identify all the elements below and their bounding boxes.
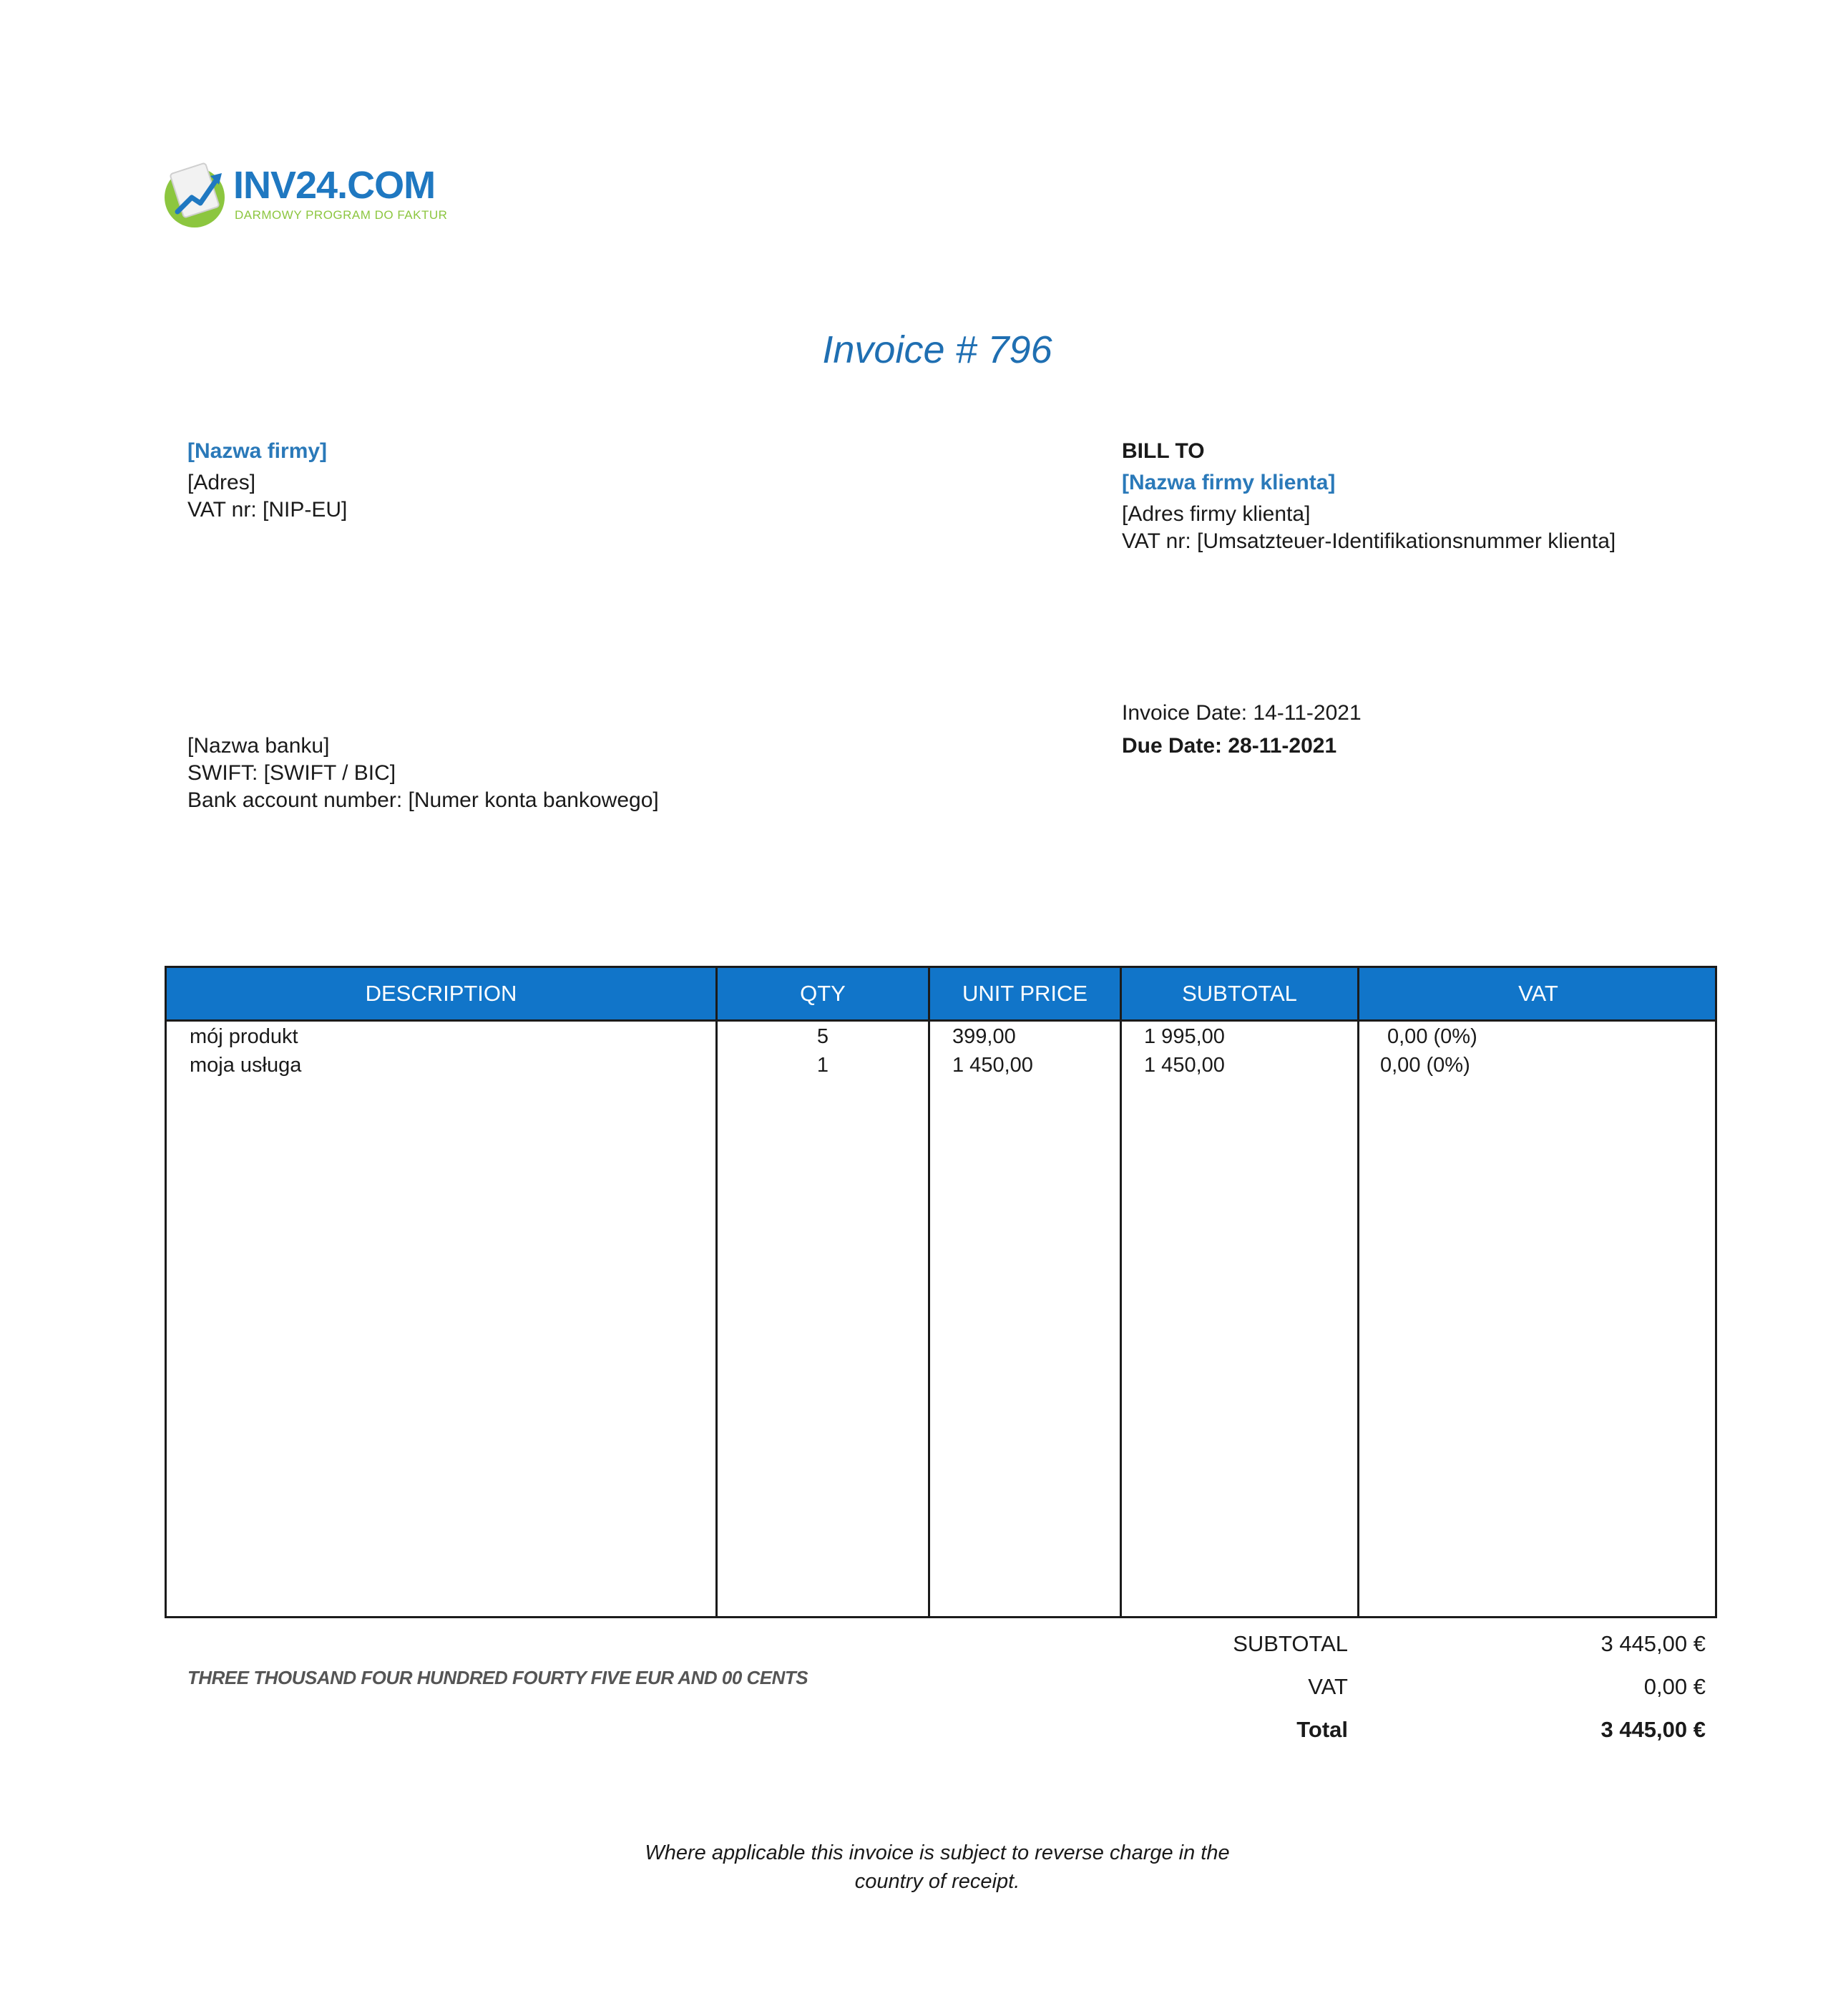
row-description: moja usługa	[190, 1054, 302, 1077]
seller-address: [Adres]	[187, 471, 256, 494]
logo-tagline: DARMOWY PROGRAM DO FAKTUR	[235, 208, 448, 222]
subtotal-label: SUBTOTAL	[1233, 1631, 1348, 1656]
amount-in-words: THREE THOUSAND FOUR HUNDRED FOURTY FIVE EUR AND 00 CENTS	[187, 1667, 808, 1688]
bank-name: [Nazwa banku]	[187, 734, 330, 758]
client-address: [Adres firmy klienta]	[1122, 502, 1311, 526]
client-vat: VAT nr: [Umsatzteuer-Identifikationsnummer klienta]	[1122, 529, 1616, 553]
due-date: Due Date: 28-11-2021	[1122, 734, 1337, 758]
row-unit-price: 1 450,00	[952, 1054, 1033, 1077]
row-vat: 0,00 (0%)	[1387, 1025, 1477, 1048]
row-qty: 5	[816, 1025, 829, 1048]
col-description-header: DESCRIPTION	[365, 981, 517, 1006]
column-divider	[928, 968, 930, 1616]
subtotal-value: 3 445,00 €	[1600, 1631, 1706, 1656]
client-name: [Nazwa firmy klienta]	[1122, 471, 1336, 494]
col-subtotal-header: SUBTOTAL	[1182, 981, 1297, 1006]
row-vat: 0,00 (0%)	[1380, 1054, 1470, 1077]
invoice-title: Invoice # 796	[822, 328, 1052, 371]
total-value: 3 445,00 €	[1600, 1717, 1706, 1742]
col-vat-header: VAT	[1518, 981, 1558, 1006]
footer-line: country of receipt.	[854, 1870, 1020, 1893]
logo-brand: INV24.COM	[233, 164, 436, 207]
reverse-charge-note	[0, 1839, 1823, 1896]
column-divider	[1357, 968, 1359, 1616]
row-qty: 1	[816, 1054, 829, 1077]
invoice-date: Invoice Date: 14-11-2021	[1122, 701, 1362, 725]
col-qty-header: QTY	[800, 981, 846, 1006]
table-header	[167, 968, 1715, 1022]
footer-line: Where applicable this invoice is subject to reverse charge in the	[645, 1841, 1230, 1864]
seller-vat: VAT nr: [NIP-EU]	[187, 498, 348, 522]
vat-label: VAT	[1308, 1674, 1348, 1699]
logo-icon	[163, 156, 235, 235]
column-divider	[1120, 968, 1122, 1616]
vat-value: 0,00 €	[1643, 1674, 1706, 1699]
bank-account: Bank account number: [Numer konta bankowego]	[187, 788, 659, 812]
row-subtotal: 1 450,00	[1144, 1054, 1225, 1077]
row-unit-price: 399,00	[952, 1025, 1016, 1048]
items-table	[165, 966, 1717, 1618]
row-subtotal: 1 995,00	[1144, 1025, 1225, 1048]
row-description: mój produkt	[190, 1025, 298, 1048]
bill-to-heading: BILL TO	[1122, 439, 1205, 463]
total-label: Total	[1296, 1717, 1348, 1742]
seller-name: [Nazwa firmy]	[187, 439, 328, 463]
col-unit-price-header: UNIT PRICE	[962, 981, 1088, 1006]
bank-swift: SWIFT: [SWIFT / BIC]	[187, 761, 396, 785]
